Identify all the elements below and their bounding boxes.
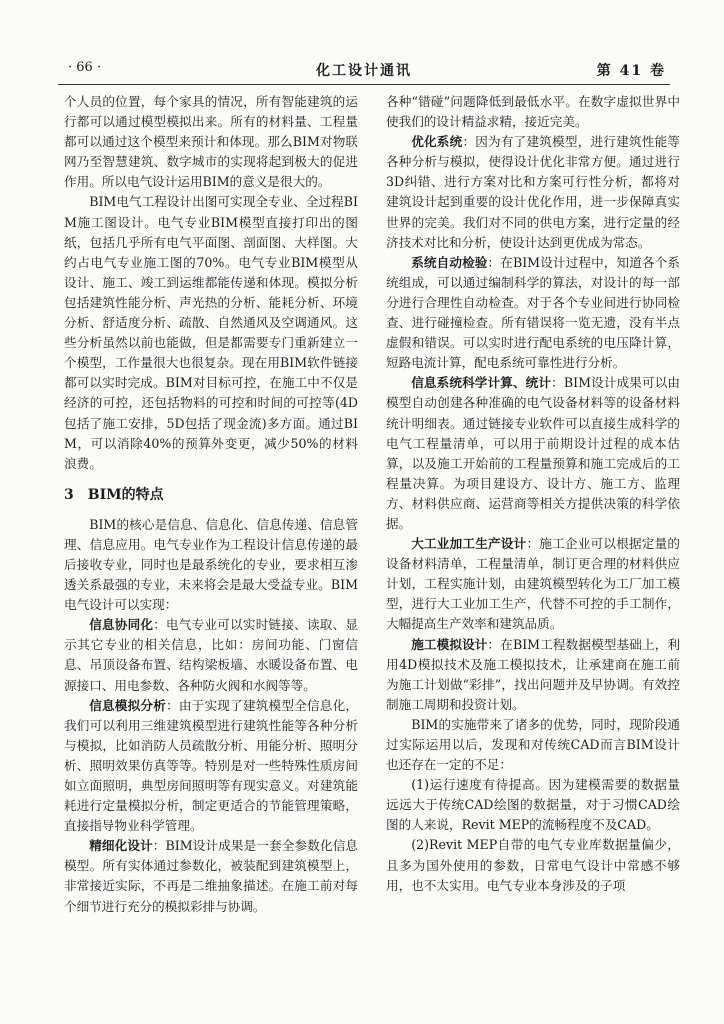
volume-label: 第 41 卷: [596, 63, 666, 79]
paragraph: 信息协同化：电气专业可以实时链接、读取、显示其它专业的相关信息，比如：房间功能、门窗信息、吊顶设备布置、结构梁板墙、水暖设备布置、电源接口、用电参数、各种防火阀和水阀等等。: [64, 617, 359, 693]
running-header: [58, 58, 670, 84]
paragraph-lead: 施工模拟设计: [411, 636, 488, 652]
section-heading: [64, 484, 358, 506]
paragraph: 精细化设计：BIM设计成果是一套全参数化信息模型。所有实体通过参数化，被装配到建筑模型上，非常接近实际，不再是二维抽象描述。在施工前对每个细节进行充分的模拟彩排与协调。: [64, 838, 359, 914]
page-number: · 66 ·: [68, 60, 102, 75]
paragraph: BIM电气工程设计出图可实现全专业、全过程BIM施工图设计。电气专业BIM模型直接打印出的图纸，包括几乎所有电气平面图、剖面图、大样图。大约占电气专业施工图的70%。电气专业BIM模型从设计、施工、竣工到运维都能传递和体现。模拟分析包括建筑性能分析、声光热的分析、能耗分析、环境分析、舒适度分析、疏散、自然通风及空调通风。这些分析虽然以前也能做，但是都需要专门重新建立一个模型，工作量很大也很复杂。现在用BIM软件链接都可以实时完成。BIM对目标可控，在施工中不仅是经济的可控，还包括物料的可控和时间的可控等(4D包括了施工安排，5D包括了现金流)多方面。通过BIM，可以消除40%的预算外变更，减少50%的材料浪费。: [64, 194, 358, 471]
journal-title: 化工设计通讯: [316, 63, 412, 79]
paragraph: 优化系统：因为有了建筑模型，进行建筑性能等各种分析与模拟，使得设计优化非常方便。通过进行3D纠错、进行方案对比和方案可行性分析，都将对建筑设计起到重要的设计优化作用，进一步保障真实世界的完美。我们对不同的供电方案，进行定量的经济技术对比和分析，使设计达到更优成为常态。: [386, 134, 681, 250]
paragraph: BIM的实施带来了诸多的优势，同时，现阶段通过实际运用以后，发现和对传统CAD而言BIM设计也还存在一定的不足：: [386, 716, 680, 773]
paragraph-lead: 大工业加工生产设计: [411, 536, 527, 552]
paragraph: 信息系统科学计算、统计：BIM设计成果可以由模型自动创建各种准确的电气设备材料等的设备材料统计明细表。通过链接专业软件可以直接生成科学的电气工程量清单，可以用于前期设计过程的成本估算，以及施工开始前的工程量预算和施工完成后的工程量决算。为项目建设方、设计方、施工方、监理方、材料供应商、运营商等相关方提供决策的科学依据。: [386, 375, 681, 531]
paragraph-lead: 优化系统: [411, 134, 463, 150]
paragraph-lead: 信息模拟分析: [89, 697, 167, 713]
paragraph: BIM的核心是信息、信息化、信息传递、信息管理、信息应用。电气专业作为工程设计信息传递的最后接收专业，同时也是最系统化的专业，要求相互渗透关系最强的专业，未来将会是最大受益专业。BIM电气设计可以实现：: [64, 516, 358, 613]
paragraph: 施工模拟设计：在BIM工程数据模型基础上，利用4D模拟技术及施工模拟技术，让承建商在施工前为施工计划做“彩排”，找出问题并及早协调。有效控制施工周期和投资计划。: [386, 636, 681, 712]
paragraph: (2)Revit MEP自带的电气专业库数据量偏少，且多为国外使用的参数，日常电气设计中常感不够用，也不太实用。电气专业本身涉及的子项: [386, 837, 680, 893]
paragraph: 各种“错碰”问题降低到最低水平。在数字虚拟世界中使我们的设计精益求精，接近完美。: [386, 94, 680, 130]
paragraph: 信息模拟分析：由于实现了建筑模型全信息化，我们可以利用三维建筑模型进行建筑性能等各种分析与模拟，比如消防人员疏散分析、用能分析、照明分析、照明效果仿真等等。特别是对一些特殊性质房间如立面照明，典型房间照明等有现实意义。对建筑能耗进行定量模拟分析，制定更适合的节能管理策略，直接指导物业科学管理。: [64, 697, 359, 834]
paragraph-lead: 信息协同化: [89, 617, 154, 633]
section-title: BIM的特点: [87, 486, 164, 503]
header-rule: [58, 84, 670, 85]
paragraph: (1)运行速度有待提高。因为建模需要的数据量远远大于传统CAD绘图的数据量，对于习惯CAD绘图的人来说，Revit MEP的流畅程度不及CAD。: [386, 777, 680, 833]
paragraph: 个人员的位置，每个家具的情况，所有智能建筑的运行都可以通过模型模拟出来。所有的材料量、工程量都可以通过这个模型来预计和体现。那么BIM对物联网乃至智慧建筑、数字城市的实现将起到极大的促进作用。所以电气设计运用BIM的意义是很大的。: [64, 94, 358, 190]
paragraph: 大工业加工生产设计：施工企业可以根据定量的设备材料清单，工程量清单，制订更合理的材料供应计划，工程实施计划，由建筑模型转化为工厂加工模型，进行大工业加工生产，代替不可控的手工制作，大幅提高生产效率和建筑品质。: [386, 536, 681, 632]
right-column: [386, 92, 680, 896]
section-number: 3: [64, 486, 74, 503]
paragraph-lead: 系统自动检验: [411, 254, 488, 270]
paragraph-lead: 信息系统科学计算、统计: [411, 375, 552, 391]
paragraph-lead: 精细化设计: [89, 838, 153, 854]
paragraph: 系统自动检验：在BIM设计过程中，知道各个系统组成，可以通过编制科学的算法，对设计的每一部分进行合理性自动检查。对于各个专业间进行协同检查、进行碰撞检查。所有错误将一览无遗，没有半点虚假和错误。可以实时进行配电系统的电压降计算，短路电流计算，配电系统可靠性进行分析。: [386, 254, 681, 371]
left-column: [64, 92, 358, 917]
